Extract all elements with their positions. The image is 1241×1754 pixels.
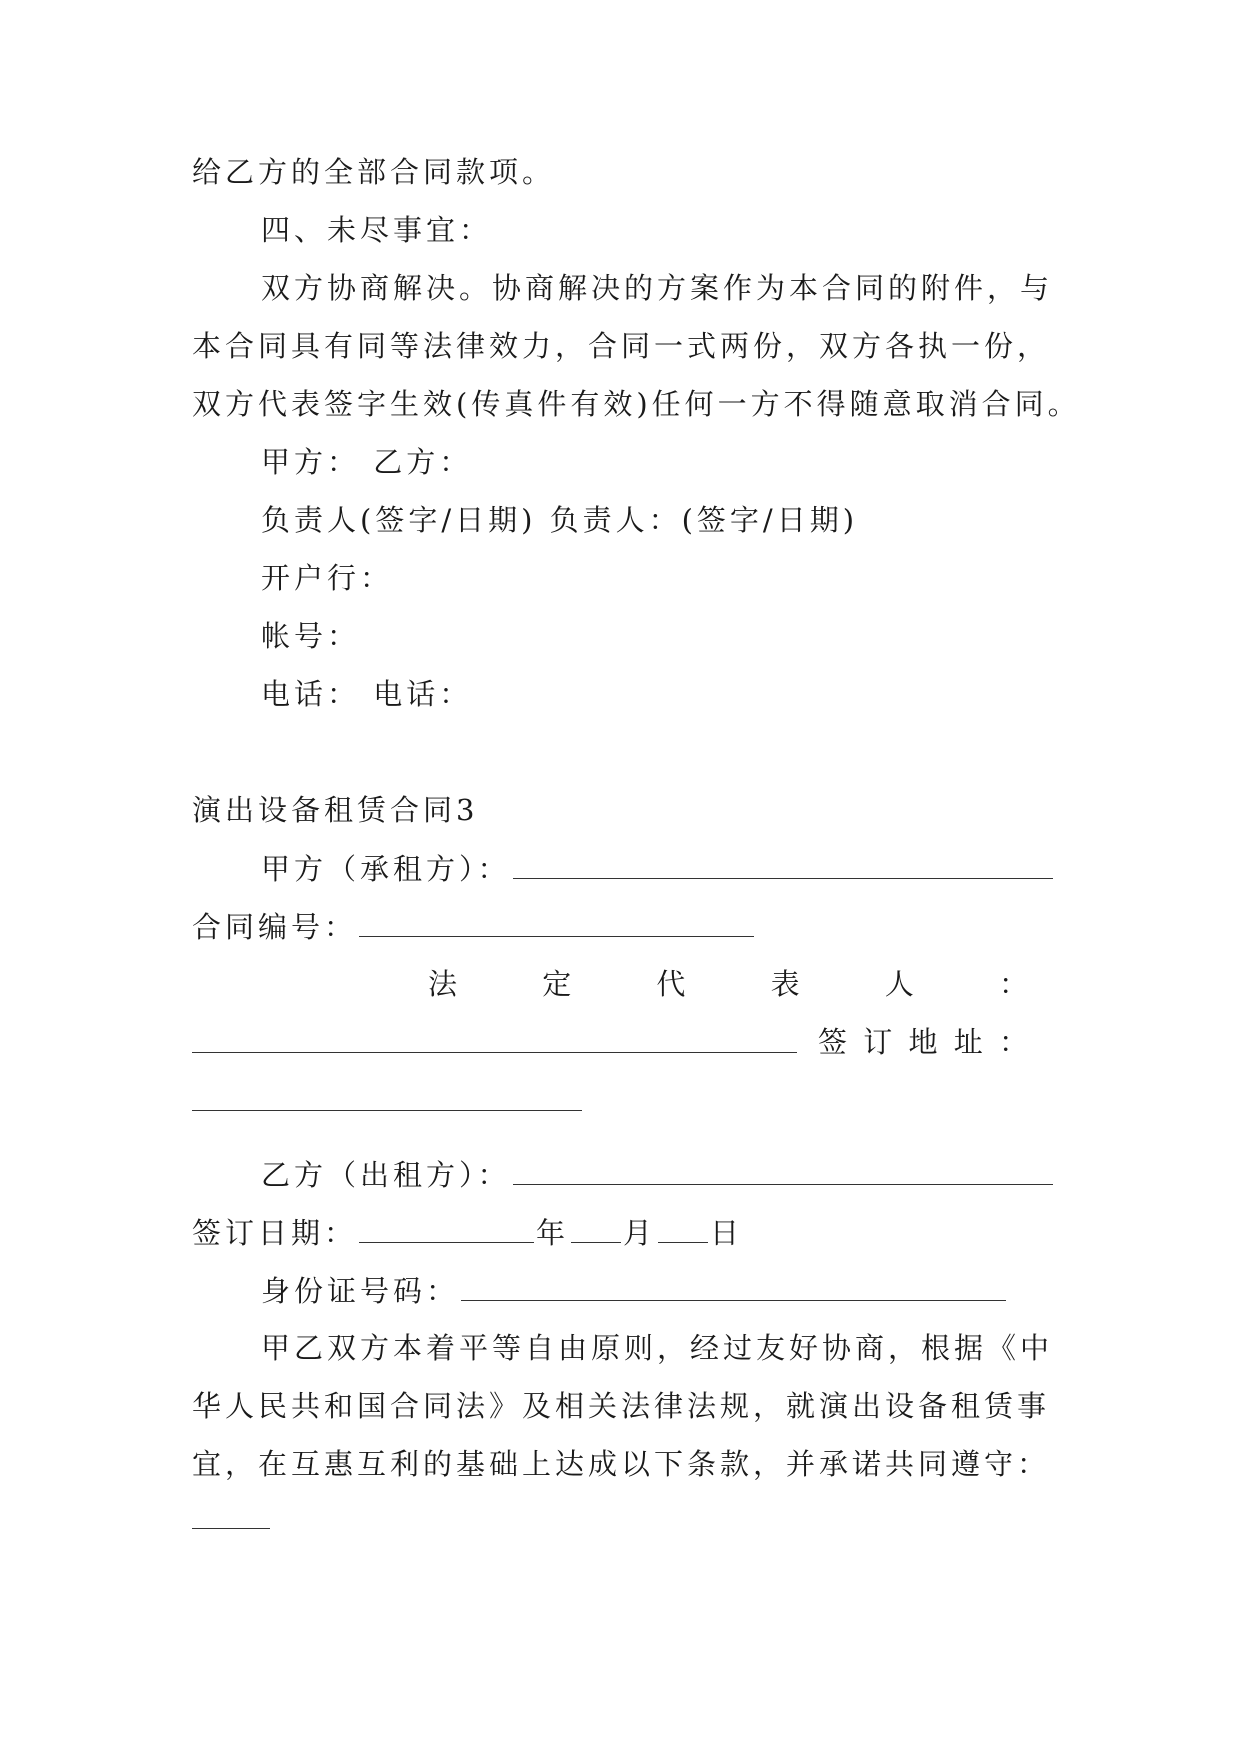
parties-line: 甲方： 乙方：	[261, 445, 473, 479]
contract-no-label: 合同编号：	[192, 910, 358, 944]
paragraph-line: 双方代表签字生效(传真件有效)任何一方不得随意取消合同。	[192, 387, 1081, 421]
sign-place-char: 址	[953, 1025, 983, 1059]
bank-line: 开户行：	[261, 561, 394, 595]
day-blank	[658, 1212, 708, 1243]
sign-place-char: ：	[998, 1025, 1028, 1059]
section-heading: 四、未尽事宜：	[261, 213, 493, 247]
legal-rep-char: 代	[656, 967, 686, 1001]
phones-line: 电话： 电话：	[261, 677, 473, 711]
text-line: 给乙方的全部合同款项。	[192, 155, 556, 189]
party-a-blank	[513, 848, 1053, 879]
signers-line: 负责人(签字/日期) 负责人：(签字/日期)	[261, 503, 859, 537]
party-a-line	[261, 848, 1241, 888]
day-label: 日	[710, 1216, 744, 1250]
party-b-label: 乙方（出租方）：	[261, 1158, 511, 1192]
sign-place-char: 订	[863, 1025, 893, 1059]
paragraph-line: 宜，在互惠互利的基础上达成以下条款，并承诺共同遵守：	[192, 1447, 1051, 1481]
legal-rep-char: 表	[770, 967, 800, 1001]
id-number-blank	[461, 1270, 1006, 1301]
legal-rep-char: 定	[542, 967, 572, 1001]
party-a-label: 甲方（承租方）：	[261, 852, 511, 886]
paragraph-line: 华人民共和国合同法》及相关法律法规，就演出设备租赁事	[192, 1389, 1051, 1423]
sign-place-blank	[192, 1110, 582, 1111]
paragraph-line: 甲乙双方本着平等自由原则，经过友好协商，根据《中	[261, 1331, 1054, 1365]
contract-no-blank	[359, 906, 754, 937]
paragraph-line: 本合同具有同等法律效力，合同一式两份，双方各执一份，	[192, 329, 1051, 363]
legal-rep-char: 人	[884, 967, 914, 1001]
trailing-blank	[192, 1528, 270, 1529]
sign-date-label: 签订日期：	[192, 1216, 358, 1250]
legal-rep-line	[428, 964, 1028, 1004]
contract-no-line	[192, 906, 1241, 946]
sign-place-char: 地	[908, 1025, 938, 1059]
year-blank	[359, 1212, 534, 1243]
month-label: 月	[623, 1216, 657, 1250]
legal-rep-char: ：	[998, 967, 1028, 1001]
contract-title: 演出设备租赁合同3	[192, 793, 479, 827]
sign-date-line	[192, 1212, 1241, 1252]
id-number-label: 身份证号码：	[261, 1274, 460, 1308]
paragraph-line: 双方协商解决。协商解决的方案作为本合同的附件，与	[261, 271, 1054, 305]
party-b-line	[261, 1154, 1241, 1194]
year-label: 年	[536, 1216, 570, 1250]
legal-rep-char: 法	[428, 967, 458, 1001]
legal-rep-blank	[192, 1052, 797, 1053]
party-b-blank	[513, 1154, 1053, 1185]
account-line: 帐号：	[261, 619, 361, 653]
sign-place-char: 签	[818, 1025, 848, 1059]
id-number-line	[261, 1270, 1241, 1310]
sign-place-line	[818, 1022, 1028, 1062]
month-blank	[571, 1212, 621, 1243]
